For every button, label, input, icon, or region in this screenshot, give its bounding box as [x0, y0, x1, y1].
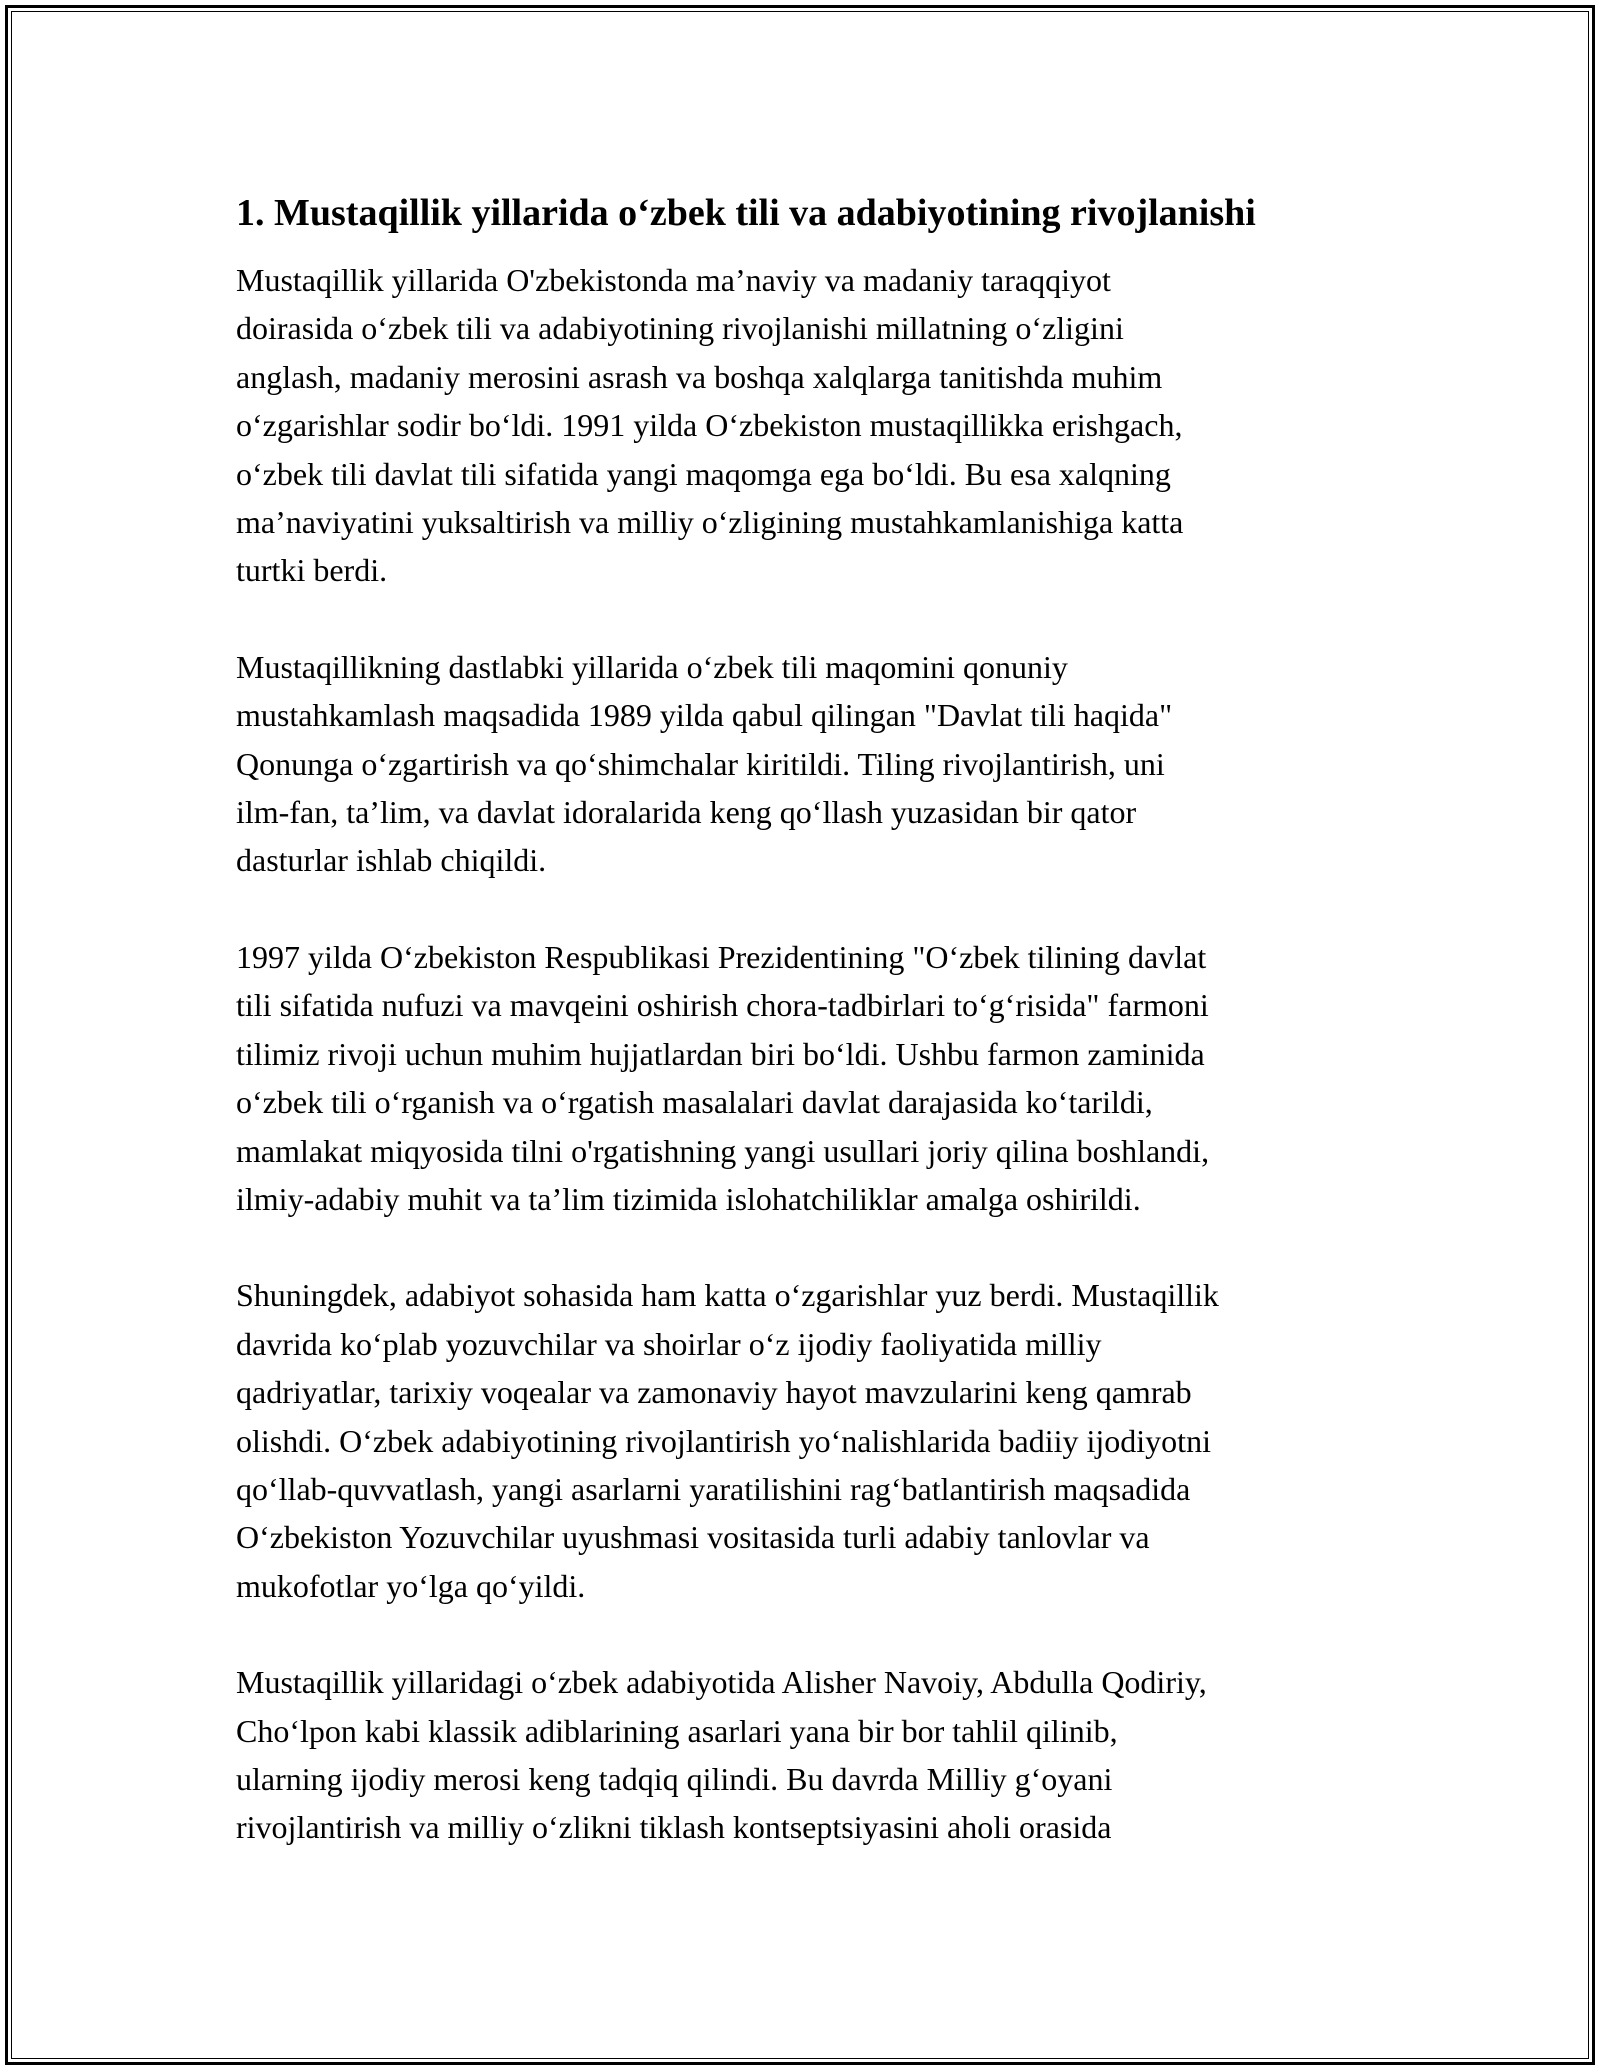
paragraph-line: Cho‘lpon kabi klassik adiblarining asarlari yana bir bor tahlil qilinib,	[236, 1712, 1118, 1749]
document-body	[236, 188, 1376, 1900]
paragraph-line: o‘zbek tili davlat tili sifatida yangi maqomga ega bo‘ldi. Bu esa xalqning	[236, 455, 1171, 492]
section-heading: 1. Mustaqillik yillarida o‘zbek tili va adabiyotining rivojlanishi	[236, 192, 1256, 234]
paragraph-line: Mustaqillikning dastlabki yillarida o‘zbek tili maqomini qonuniy	[236, 648, 1068, 685]
paragraph-line: anglash, madaniy merosini asrash va boshqa xalqlarga tanitishda muhim	[236, 358, 1163, 395]
paragraph-2	[236, 643, 1376, 885]
paragraph-line: 1997 yilda O‘zbekiston Respublikasi Prezidentining "O‘zbek tilining davlat	[236, 938, 1207, 975]
paragraph-line: turtki berdi.	[236, 552, 388, 589]
paragraph-line: olishdi. O‘zbek adabiyotining rivojlantirish yo‘nalishlarida badiiy ijodiyotni	[236, 1422, 1211, 1459]
paragraph-line: qo‘llab-quvvatlash, yangi asarlarni yaratilishini rag‘batlantirish maqsadida	[236, 1470, 1191, 1507]
paragraph-line: Mustaqillik yillaridagi o‘zbek adabiyotida Alisher Navoiy, Abdulla Qodiriy,	[236, 1664, 1207, 1701]
paragraph-line: O‘zbekiston Yozuvchilar uyushmasi vositasida turli adabiy tanlovlar va	[236, 1519, 1150, 1556]
paragraph-line: dasturlar ishlab chiqildi.	[236, 842, 547, 879]
paragraph-line: ilm-fan, ta’lim, va davlat idoralarida keng qo‘llash yuzasidan bir qator	[236, 794, 1137, 831]
paragraph-line: qadriyatlar, tarixiy voqealar va zamonaviy hayot mavzularini keng qamrab	[236, 1374, 1192, 1411]
paragraph-line: mukofotlar yo‘lga qo‘yildi.	[236, 1567, 586, 1604]
paragraph-line: ularning ijodiy merosi keng tadqiq qilindi. Bu davrda Milliy g‘oyani	[236, 1760, 1113, 1797]
paragraph-1	[236, 256, 1376, 595]
paragraph-line: o‘zbek tili o‘rganish va o‘rgatish masalalari davlat darajasida ko‘tarildi,	[236, 1084, 1153, 1121]
paragraph-4	[236, 1271, 1376, 1610]
paragraph-line: mustahkamlash maqsadida 1989 yilda qabul qilingan "Davlat tili haqida"	[236, 697, 1173, 734]
paragraph-line: ilmiy-adabiy muhit va ta’lim tizimida islohatchiliklar amalga oshirildi.	[236, 1180, 1141, 1217]
paragraph-line: o‘zgarishlar sodir bo‘ldi. 1991 yilda O‘zbekiston mustaqillikka erishgach,	[236, 407, 1183, 444]
paragraph-line: mamlakat miqyosida tilni o'rgatishning yangi usullari joriy qilina boshlandi,	[236, 1132, 1210, 1169]
paragraph-line: rivojlantirish va milliy o‘zlikni tiklash kontseptsiyasini aholi orasida	[236, 1809, 1112, 1846]
paragraph-line: doirasida o‘zbek tili va adabiyotining rivojlanishi millatning o‘zligini	[236, 310, 1124, 347]
paragraph-line: tili sifatida nufuzi va mavqeini oshirish chora-tadbirlari to‘g‘risida" farmoni	[236, 987, 1209, 1024]
paragraph-line: ma’naviyatini yuksaltirish va milliy o‘zligining mustahkamlanishiga katta	[236, 504, 1184, 541]
paragraph-line: Mustaqillik yillarida O'zbekistonda ma’naviy va madaniy taraqqiyot	[236, 262, 1111, 298]
paragraph-line: Shuningdek, adabiyot sohasida ham katta o‘zgarishlar yuz berdi. Mustaqillik	[236, 1277, 1219, 1314]
paragraph-line: Qonunga o‘zgartirish va qo‘shimchalar kiritildi. Tiling rivojlantirish, uni	[236, 745, 1165, 782]
paragraph-line: davrida ko‘plab yozuvchilar va shoirlar o‘z ijodiy faoliyatida milliy	[236, 1325, 1102, 1362]
paragraph-line: tilimiz rivoji uchun muhim hujjatlardan biri bo‘ldi. Ushbu farmon zaminida	[236, 1035, 1205, 1072]
paragraph-5	[236, 1658, 1376, 1852]
paragraph-3	[236, 933, 1376, 1223]
